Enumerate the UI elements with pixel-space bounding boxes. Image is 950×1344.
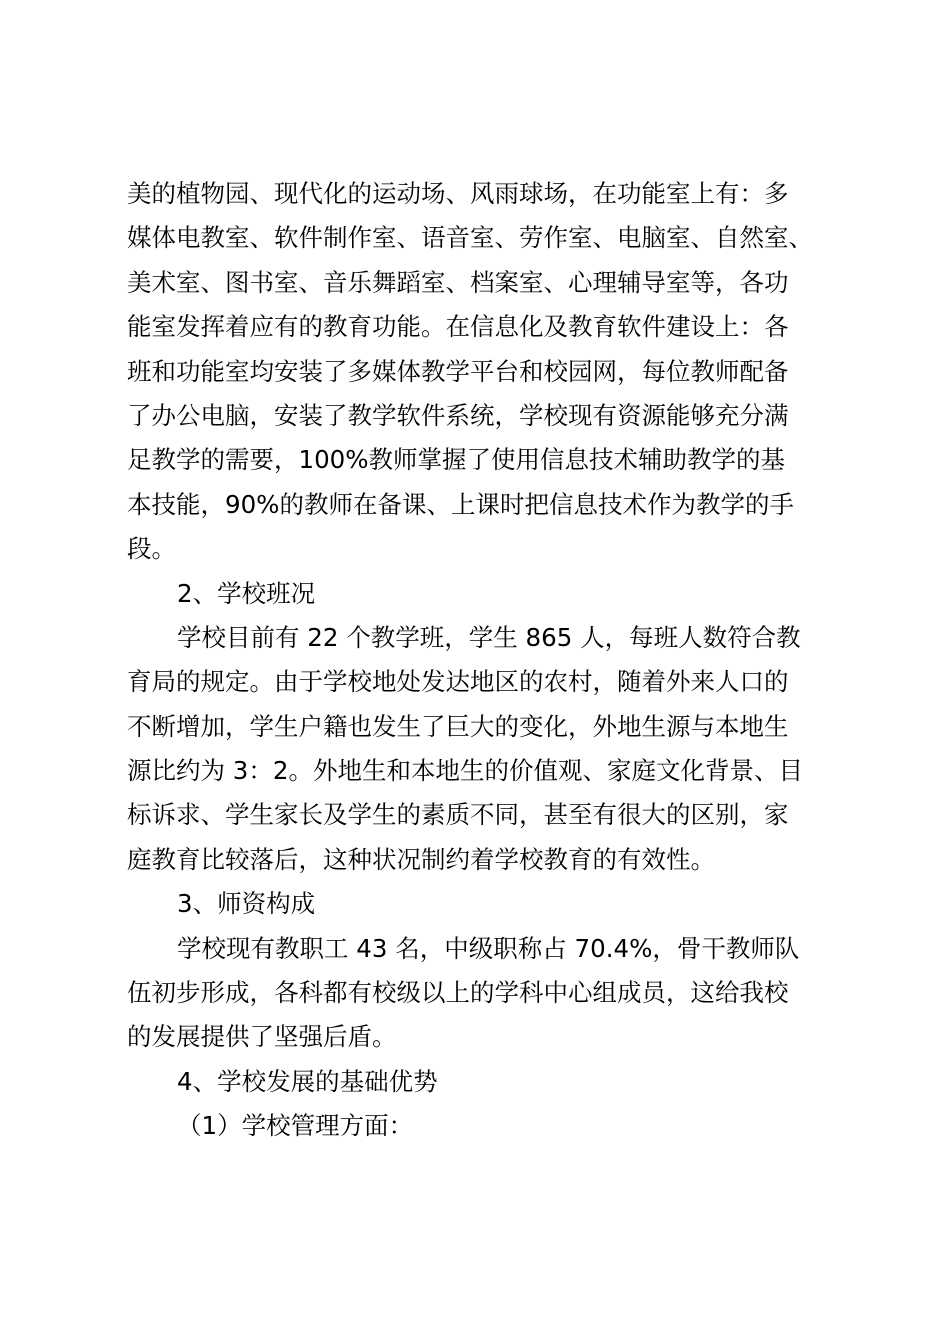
subsection-heading-management: （1）学校管理方面： [177,1111,414,1141]
paragraph-class-status [127,616,837,882]
text-line: 能室发挥着应有的教育功能。在信息化及教育软件建设上：各 [127,312,789,342]
text-line: 本技能，90%的教师在备课、上课时把信息技术作为教学的手 [127,489,794,519]
section-heading-advantages: 4、学校发展的基础优势 [177,1066,438,1096]
paragraph-facilities [127,172,837,572]
text-line: 媒体电教室、软件制作室、语音室、劳作室、电脑室、自然室、 [127,223,813,253]
section-heading-class-status: 2、学校班况 [177,578,316,608]
text-line: 育局的规定。由于学校地处发达地区的农村，随着外来人口的 [127,667,789,697]
text-line: 段。 [127,534,176,564]
text-line: 学校现有教职工 43 名，中级职称占 70.4%，骨干教师队 [177,933,800,963]
text-line: 班和功能室均安装了多媒体教学平台和校园网，每位教师配备 [127,356,789,386]
text-line: 的发展提供了坚强后盾。 [127,1022,397,1052]
text-line: 学校目前有 22 个教学班，学生 865 人，每班人数符合教 [177,622,801,652]
text-line: 足教学的需要，100%教师掌握了使用信息技术辅助教学的基 [127,445,786,475]
text-line: 庭教育比较落后，这种状况制约着学校教育的有效性。 [127,844,715,874]
text-line: 不断增加，学生户籍也发生了巨大的变化，外地生源与本地生 [127,711,789,741]
document-body [127,172,837,1149]
section-heading-faculty: 3、师资构成 [177,889,316,919]
text-line: 伍初步形成，各科都有校级以上的学科中心组成员，这给我校 [127,978,789,1008]
text-line: 美的植物园、现代化的运动场、风雨球场，在功能室上有：多 [127,179,789,208]
paragraph-faculty [127,927,837,1060]
text-line: 了办公电脑，安装了教学软件系统，学校现有资源能够充分满 [127,400,789,430]
text-line: 美术室、图书室、音乐舞蹈室、档案室、心理辅导室等，各功 [127,267,789,297]
text-line: 源比约为 3：2。外地生和本地生的价值观、家庭文化背景、目 [127,756,803,786]
text-line: 标诉求、学生家长及学生的素质不同，甚至有很大的区别，家 [127,800,789,830]
